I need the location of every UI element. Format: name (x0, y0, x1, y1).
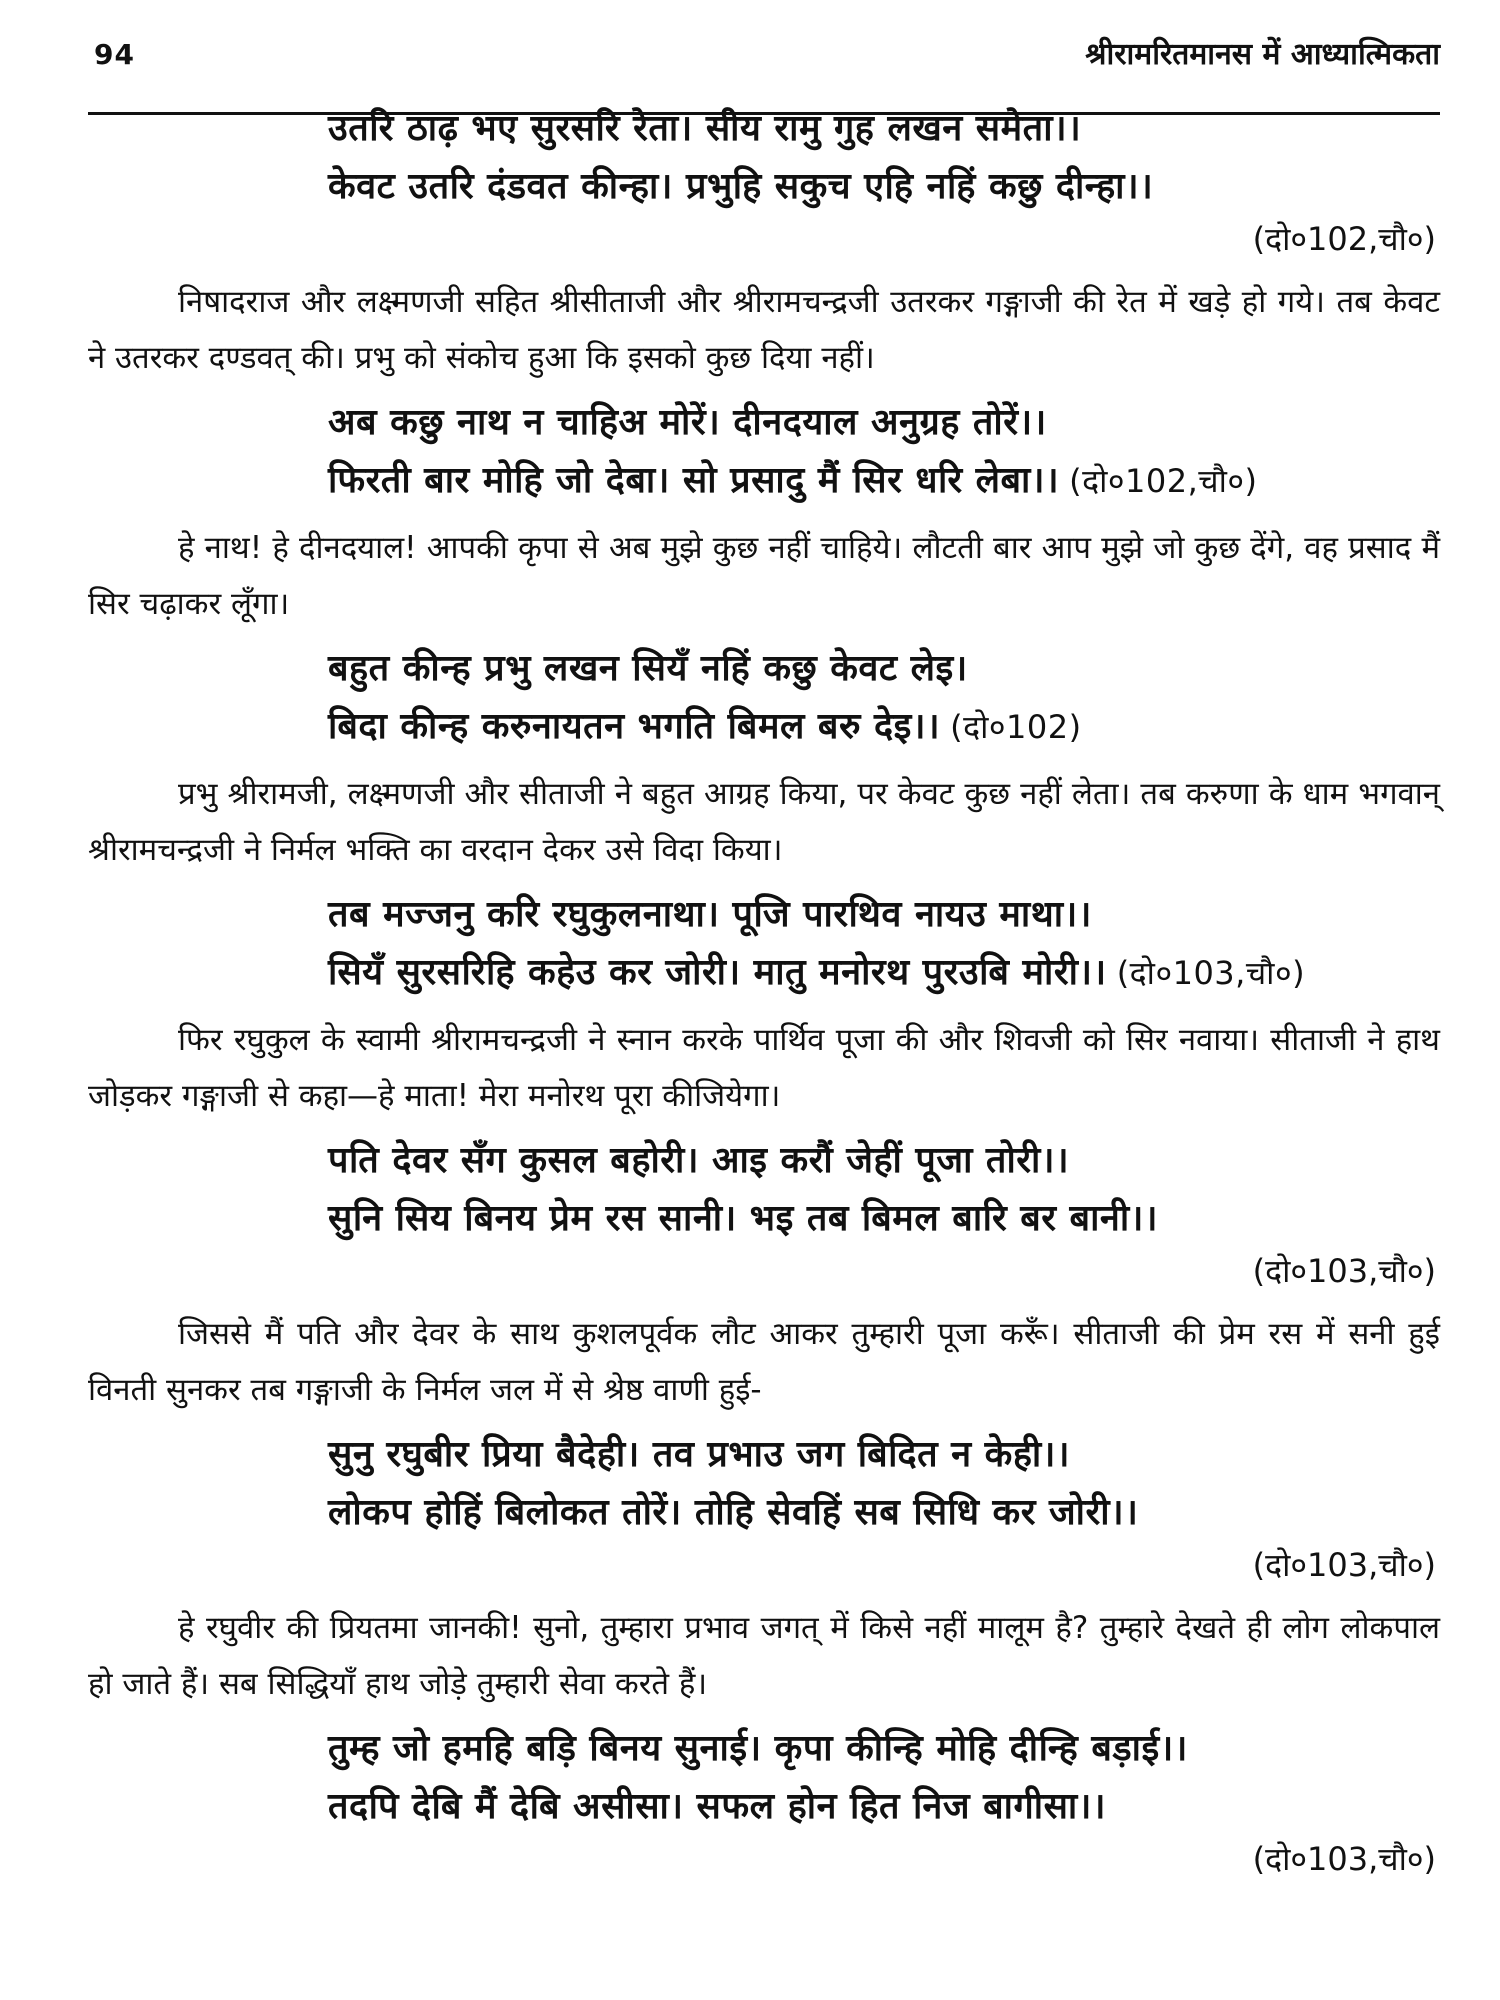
verse-line: बहुत कीन्ह प्रभु लखन सियँ नहिं कछु केवट लेइ। (328, 648, 968, 689)
prose-paragraph: निषादराज और लक्ष्मणजी सहित श्रीसीताजी और श्रीरामचन्द्रजी उतरकर गङ्गाजी की रेत में खड़े हो गये। तब केवट ने उतरकर दण्डवत् की। प्रभु को संकोच हुआ कि इसको कुछ दिया नहीं। (88, 284, 1440, 376)
verse-line: अब कछु नाथ न चाहिअ मोरें। दीनदयाल अनुग्रह तोरें।। (328, 402, 1047, 443)
verse-block (328, 1132, 1440, 1248)
verse-line: पति देवर सँग कुसल बहोरी। आइ करौं जेहीं पूजा तोरी।। (328, 1140, 1070, 1181)
verse-line: सुनि सिय बिनय प्रेम रस सानी। भइ तब बिमल बारि बर बानी।। (328, 1198, 1159, 1239)
page-content (88, 100, 1440, 1884)
prose-paragraph: हे नाथ! हे दीनदयाल! आपकी कृपा से अब मुझे कुछ नहीं चाहिये। लौटती बार आप मुझे जो कुछ देंगे, वह प्रसाद मैं सिर चढ़ाकर लूँगा। (88, 530, 1440, 622)
verse-block (328, 394, 1440, 510)
verse-text: सियँ सुरसरिहि कहेउ कर जोरी। मातु मनोरथ पुरउबि मोरी।। (328, 952, 1107, 993)
verse-line: तब मज्जनु करि रघुकुलनाथा। पूजि पारथिव नायउ माथा।। (328, 894, 1092, 935)
verse-reference: (दो०102,चौ०) (1252, 220, 1436, 258)
verse-reference: (दो०103,चौ०) (1252, 1840, 1436, 1878)
prose-paragraph: प्रभु श्रीरामजी, लक्ष्मणजी और सीताजी ने बहुत आग्रह किया, पर केवट कुछ नहीं लेता। तब करुणा के धाम भगवान् श्रीरामचन्द्रजी ने निर्मल भक्ति का वरदान देकर उसे विदा किया। (88, 776, 1440, 868)
verse-block (328, 100, 1440, 216)
prose-paragraph: जिससे मैं पति और देवर के साथ कुशलपूर्वक लौट आकर तुम्हारी पूजा करूँ। सीताजी की प्रेम रस में सनी हुई विनती सुनकर तब गङ्गाजी के निर्मल जल में से श्रेष्ठ वाणी हुई- (88, 1316, 1440, 1408)
verse-line (328, 452, 1440, 510)
verse-block (328, 1720, 1440, 1836)
verse-reference: (दो०102,चौ०) (1069, 462, 1258, 500)
page-header (88, 30, 1440, 86)
book-page (88, 0, 1440, 2000)
verse-reference: (दो०102) (950, 708, 1082, 746)
verse-reference: (दो०103,चौ०) (1252, 1252, 1436, 1290)
verse-line: लोकप होहिं बिलोकत तोरें। तोहि सेवहिं सब सिधि कर जोरी।। (328, 1492, 1139, 1533)
verse-line (328, 698, 1440, 756)
running-title: श्रीरामरितमानस में आध्यात्मिकता (1085, 37, 1440, 72)
verse-line: केवट उतरि दंडवत कीन्हा। प्रभुहि सकुच एहि नहिं कछु दीन्हा।। (328, 166, 1154, 207)
verse-block (328, 886, 1440, 1002)
verse-text: फिरती बार मोहि जो देबा। सो प्रसादु मैं सिर धरि लेबा।। (328, 460, 1060, 501)
verse-line: सुनु रघुबीर प्रिया बैदेही। तव प्रभाउ जग बिदित न केही।। (328, 1434, 1071, 1475)
verse-line: तुम्ह जो हमहि बड़ि बिनय सुनाई। कृपा कीन्हि मोहि दीन्हि बड़ाई।। (328, 1728, 1188, 1769)
page-number: 94 (94, 38, 135, 71)
verse-line: उतरि ठाढ़ भए सुरसरि रेता। सीय रामु गुह लखन समेता।। (328, 108, 1082, 149)
verse-text: बिदा कीन्ह करुनायतन भगति बिमल बरु देइ।। (328, 706, 941, 747)
verse-block (328, 1426, 1440, 1542)
verse-block (328, 640, 1440, 756)
verse-line (328, 944, 1440, 1002)
verse-line: तदपि देबि मैं देबि असीसा। सफल होन हित निज बागीसा।। (328, 1786, 1107, 1827)
verse-reference: (दो०103,चौ०) (1116, 954, 1306, 992)
verse-reference: (दो०103,चौ०) (1252, 1546, 1436, 1584)
prose-paragraph: हे रघुवीर की प्रियतमा जानकी! सुनो, तुम्हारा प्रभाव जगत् में किसे नहीं मालूम है? तुम्हारे देखते ही लोग लोकपाल हो जाते हैं। सब सिद्धियाँ हाथ जोड़े तुम्हारी सेवा करते हैं। (88, 1610, 1440, 1702)
prose-paragraph: फिर रघुकुल के स्वामी श्रीरामचन्द्रजी ने स्नान करके पार्थिव पूजा की और शिवजी को सिर नवाया। सीताजी ने हाथ जोड़कर गङ्गाजी से कहा—हे माता! मेरा मनोरथ पूरा कीजियेगा। (88, 1022, 1440, 1114)
